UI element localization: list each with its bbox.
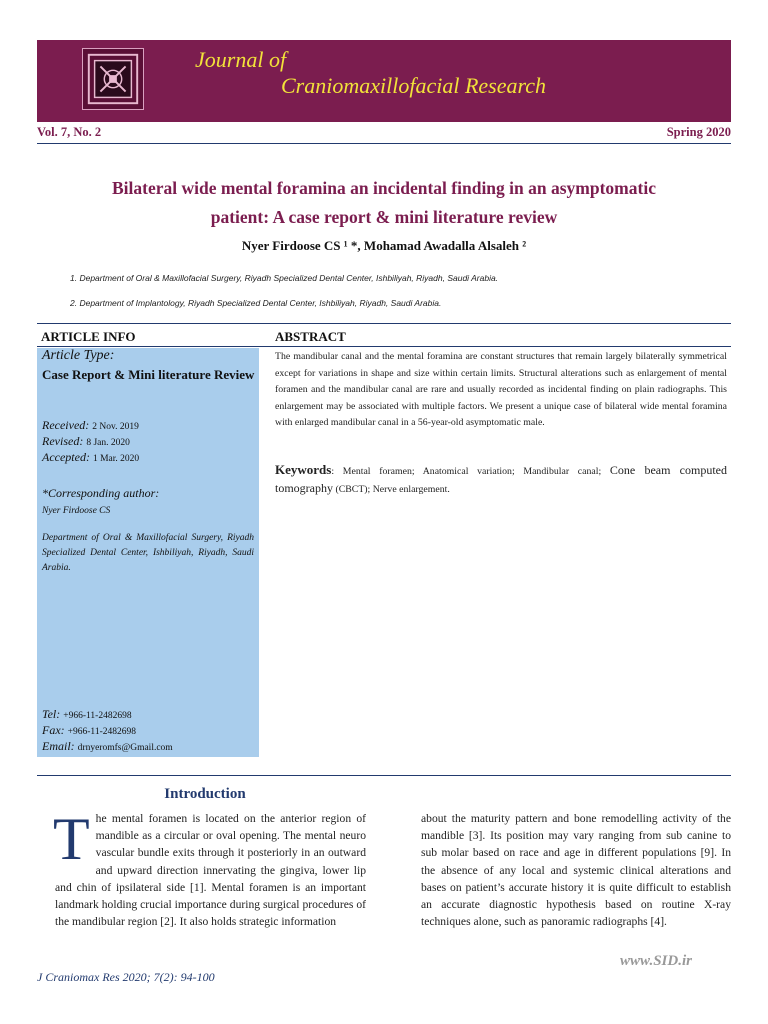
- drop-cap: T: [53, 806, 90, 872]
- keywords-part2: Cone beam computed tomography: [275, 463, 727, 495]
- article-info-box: [37, 348, 259, 757]
- article-title-line2: patient: A case report & mini literature review: [210, 207, 558, 227]
- article-type-value: Case Report & Mini literature Review: [42, 367, 255, 382]
- accepted-row: [42, 450, 139, 465]
- divider: [37, 323, 731, 324]
- affiliation-2: 2. Department of Implantology, Riyadh Specialized Dental Center, Ishbiliyah, Riyadh, Saudi Arabia.: [70, 298, 442, 308]
- tel-value: +966-11-2482698: [63, 711, 132, 721]
- affiliation-1: 1. Department of Oral & Maxillofacial Surgery, Riyadh Specialized Dental Center, Ishbiliyah, Riyadh, Saudi Arabia.: [70, 273, 499, 283]
- divider: [37, 775, 731, 776]
- abstract-text: The mandibular canal and the mental foramina are constant structures that remain largely bilaterally symmetrical except for variations in shape and size within certain limits. Structural alterations such as enlargement of mental foramen and the mandibular canal are rare and usually recorded as incidental finding on plain radiographs. This enlargement may be associated with multiple factors. We present a unique case of bilateral wide mental foramina with enlarged mandibular canal in a 56-year-old asymptomatic male.: [275, 351, 727, 429]
- corresponding-author-affiliation: Department of Oral & Maxillofacial Surgery, Riyadh Specialized Dental Center, Ishbiliyah, Riyadh, Saudi Arabia.: [42, 533, 254, 573]
- received-label: Received:: [42, 418, 90, 432]
- journal-title-line1: Journal of: [195, 47, 287, 72]
- intro-column-1: [53, 806, 366, 930]
- intro-column-2: about the maturity pattern and bone remodelling activity of the mandible [3]. Its position may vary ranging from sub canine to sub molar based on race and age in different populations [9]. In the absence of any local and systemic clinical alterations and bases on patient’s accurate history it is quite difficult to establish an accurate diagnostic hypothesis based on routine X-ray techniques alone, such as panoramic radiographs [4].: [421, 812, 731, 929]
- watermark[interactable]: www.SID.ir: [620, 953, 692, 969]
- tel-row: [42, 707, 132, 722]
- accepted-date: 1 Mar. 2020: [92, 454, 140, 464]
- corresponding-author-name: Nyer Firdoose CS: [42, 506, 111, 516]
- abstract-heading: ABSTRACT: [275, 329, 346, 344]
- keywords-part1: : Mental foramen; Anatomical variation; Mandibular canal;: [331, 466, 610, 477]
- article-authors: Nyer Firdoose CS ¹ *, Mohamad Awadalla Alsaleh ²: [241, 238, 527, 253]
- journal-logo: [82, 48, 144, 110]
- keywords-part3: (CBCT); Nerve enlargement.: [333, 484, 450, 495]
- email-link[interactable]: drnyeromfs@Gmail.com: [77, 743, 173, 753]
- tel-label: Tel:: [42, 707, 61, 721]
- fax-label: Fax:: [42, 723, 65, 737]
- intro-column-1-text: he mental foramen is located on the anterior region of mandible as a circular or oval opening. The mental neuro vascular bundle exits through it posteriorly in an outward and upward direction innervating the gingiva, lower lip and chin of ipsilateral side [1]. Mental foramen is an important landmark holding crucial importance during surgical procedures of the mandibular region [2]. It also holds strategic information: [55, 812, 366, 929]
- revised-label: Revised:: [42, 434, 84, 448]
- citation-footer: J Craniomax Res 2020; 7(2): 94-100: [37, 970, 215, 984]
- logo-emblem-icon: [83, 49, 143, 109]
- introduction-heading: Introduction: [164, 786, 246, 802]
- issue-season: Spring 2020: [666, 125, 731, 139]
- fax-row: [42, 723, 136, 738]
- received-date: 2 Nov. 2019: [92, 422, 139, 432]
- received-row: [42, 418, 139, 433]
- article-type-label: Article Type:: [42, 348, 115, 363]
- keywords: [275, 461, 727, 498]
- issue-row: [37, 125, 731, 143]
- volume-number: Vol. 7, No. 2: [37, 125, 102, 139]
- corresponding-author-label: *Corresponding author:: [42, 486, 160, 500]
- divider: [37, 143, 731, 144]
- accepted-label: Accepted:: [42, 450, 90, 464]
- email-row: [42, 739, 173, 754]
- article-title-line1: Bilateral wide mental foramina an incidental finding in an asymptomatic: [112, 178, 656, 198]
- article-info-heading: ARTICLE INFO: [41, 329, 136, 344]
- article-title: [37, 174, 731, 232]
- journal-banner: [37, 40, 731, 122]
- revised-row: [42, 434, 130, 449]
- keywords-label: Keywords: [275, 462, 332, 477]
- revised-date: 8 Jan. 2020: [86, 438, 130, 448]
- divider: [37, 346, 731, 347]
- email-label: Email:: [42, 739, 75, 753]
- fax-value: +966-11-2482698: [67, 727, 136, 737]
- journal-title-line2: Craniomaxillofacial Research: [281, 73, 546, 98]
